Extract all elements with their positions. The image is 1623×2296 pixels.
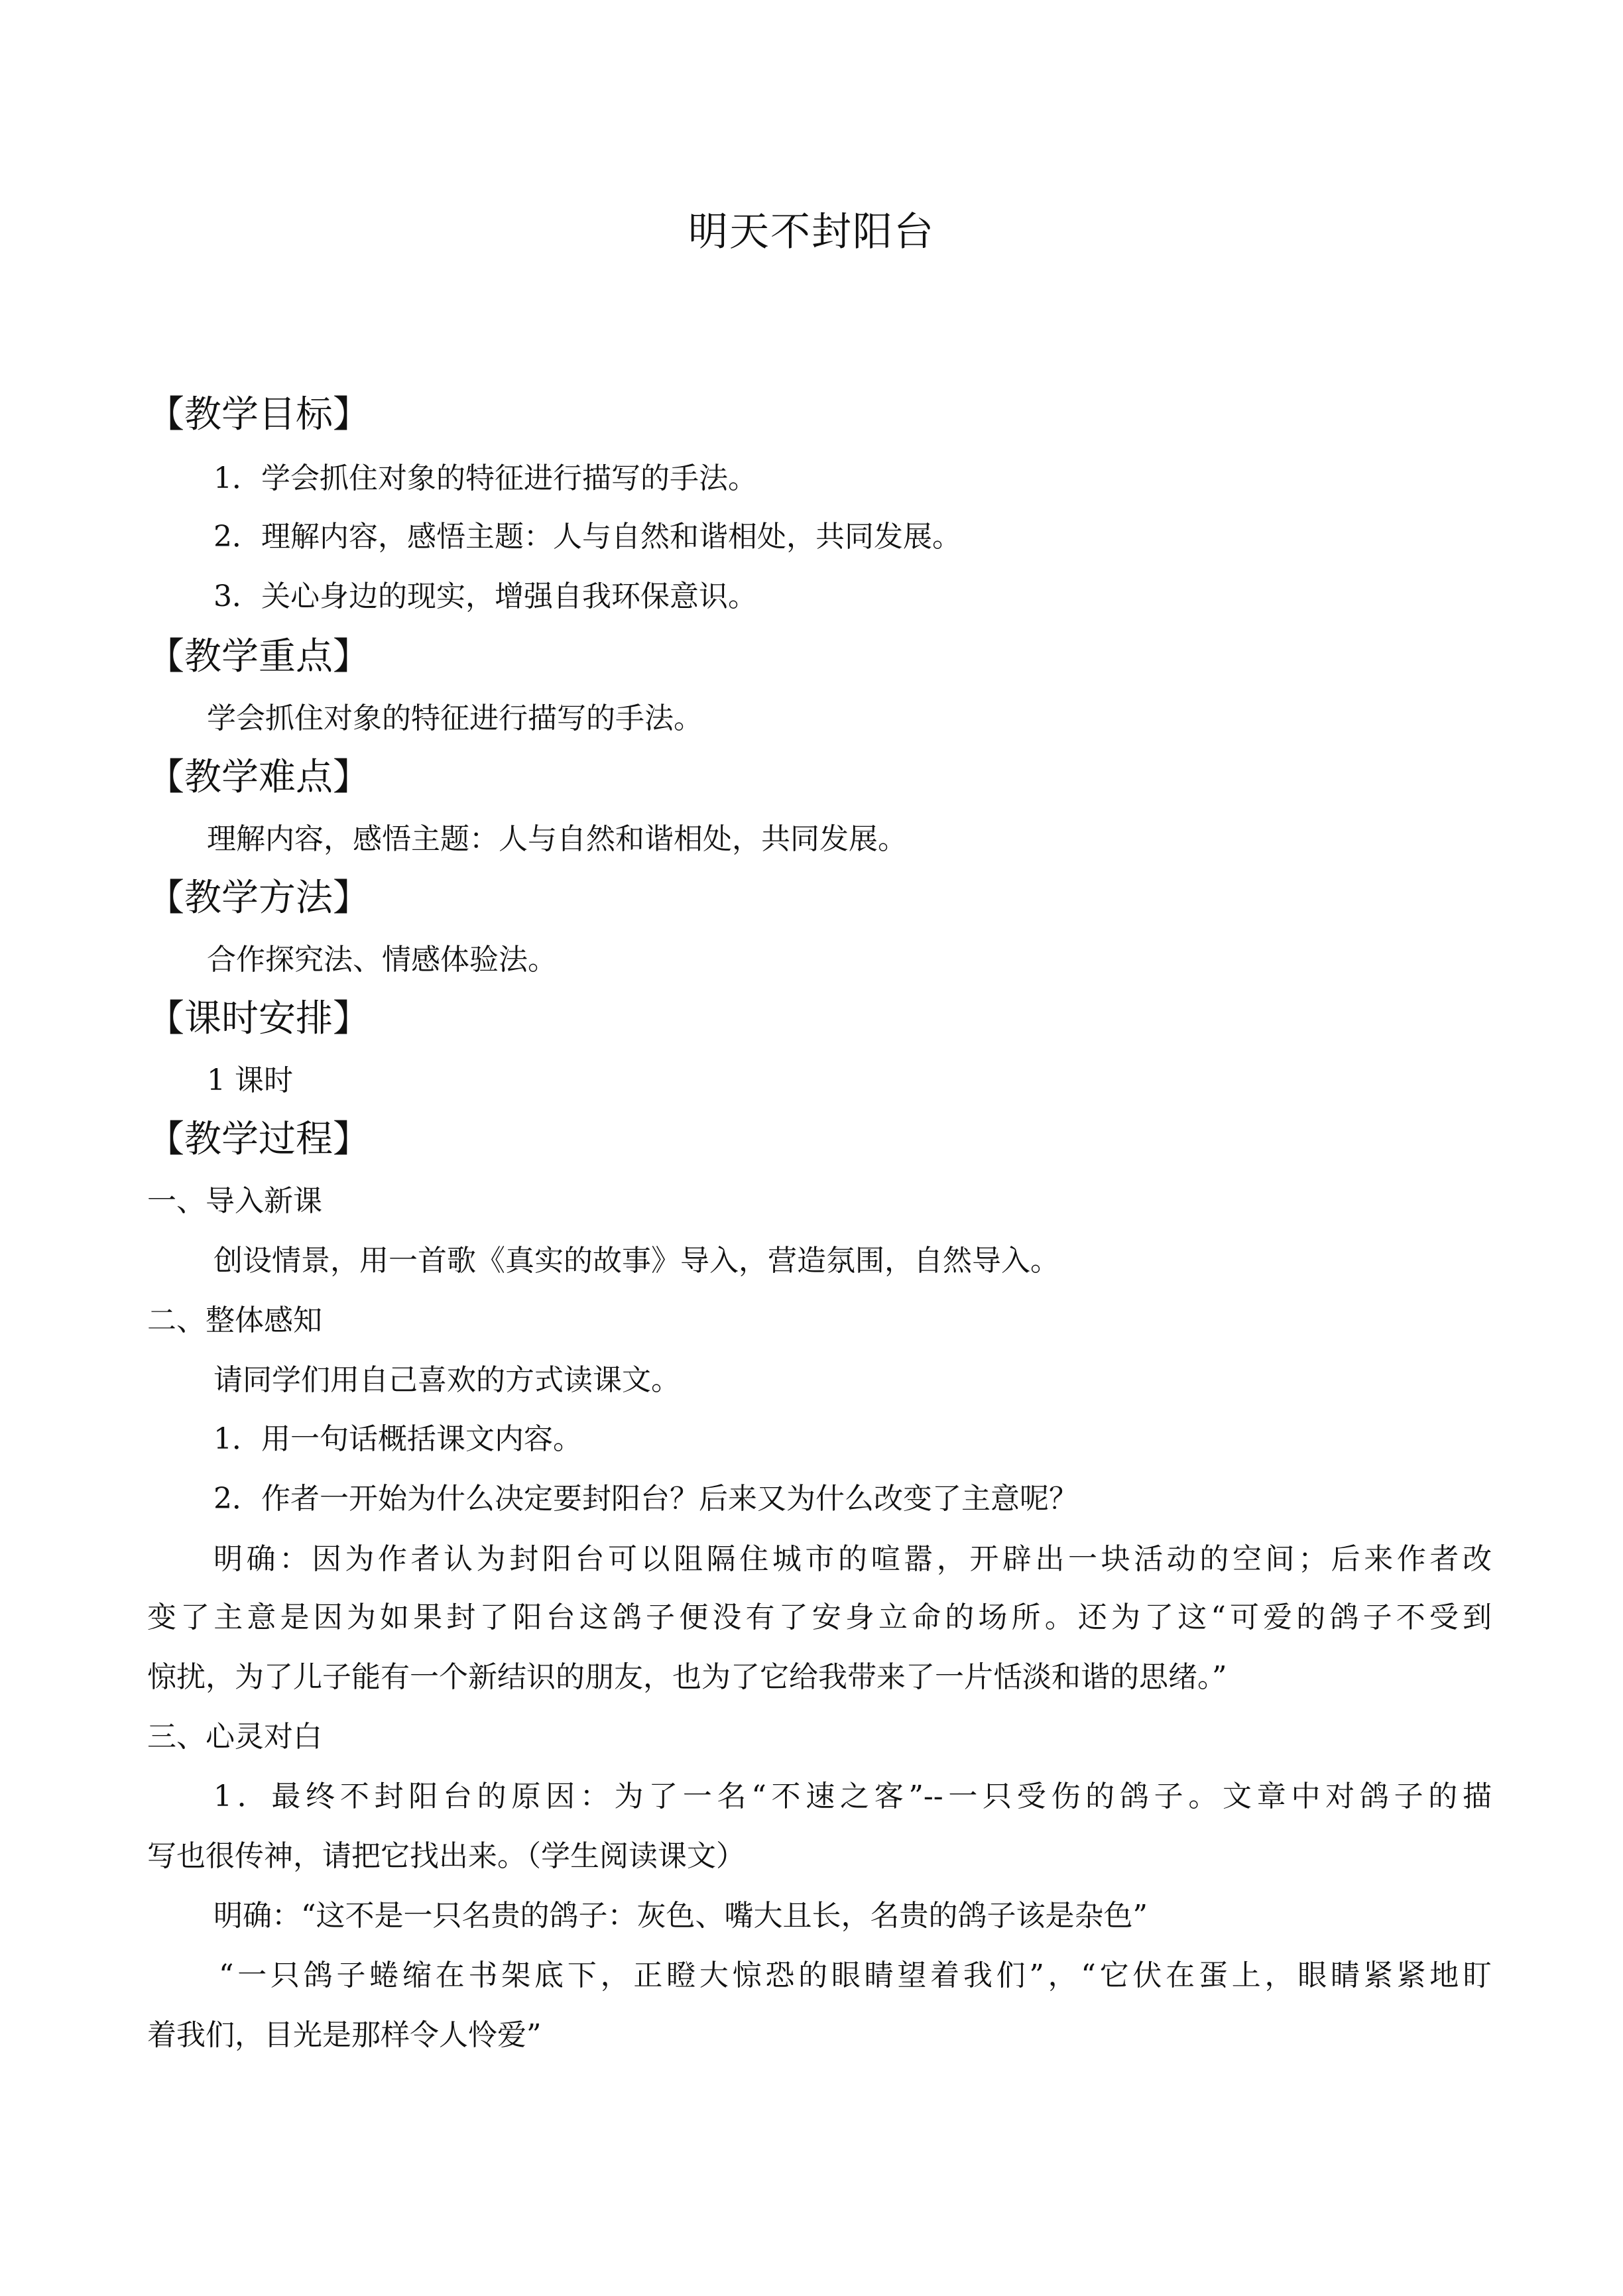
difficulties-text: 理解内容，感悟主题：人与自然和谐相处，共同发展。 [207,822,907,856]
heading-difficulties: 【教学难点】 [147,756,370,799]
paragraph-text: 创设情景，用一首歌《真实的故事》导入，营造氛围，自然导入。 [213,1244,1059,1278]
paragraph-text: 请同学们用自己喜欢的方式读课文。 [213,1363,680,1397]
question-text-line: 1．最终不封阳台的原因：为了一名“不速之客”--一只受伤的鸽子。文章中对鸽子的描 [213,1780,1492,1813]
heading-methods: 【教学方法】 [147,876,370,920]
answer-text-line: 惊扰，为了儿子能有一个新结识的朋友，也为了它给我带来了一片恬淡和谐的思绪。” [147,1660,1227,1694]
heading-key-points: 【教学重点】 [147,635,370,678]
question-text: 2．作者一开始为什么决定要封阳台？后来又为什么改变了主意呢？ [213,1482,1078,1516]
objective-item: 3．关心身边的现实，增强自我环保意识。 [213,579,757,613]
key-points-text: 学会抓住对象的特征进行描写的手法。 [207,701,703,735]
heading-schedule: 【课时安排】 [147,997,370,1040]
heading-objectives: 【教学目标】 [147,393,370,436]
objective-item: 1．学会抓住对象的特征进行描写的手法。 [213,461,757,495]
answer-text-line: 明确：“这不是一只名贵的鸽子：灰色、嘴大且长，名贵的鸽子该是杂色” [213,1899,1148,1933]
document-title: 明天不封阳台 [688,209,935,255]
answer-text-line: 着我们，目光是那样令人怜爱” [147,2018,542,2052]
process-part-title: 一、导入新课 [147,1184,322,1218]
schedule-text: 1 课时 [207,1063,293,1097]
answer-text-line: 变了主意是因为如果封了阳台这鸽子便没有了安身立命的场所。还为了这“可爱的鸽子不受到 [147,1601,1492,1634]
process-part-title: 二、整体感知 [147,1303,322,1337]
heading-process: 【教学过程】 [147,1118,370,1161]
methods-text: 合作探究法、情感体验法。 [207,943,557,977]
process-part-title: 三、心灵对白 [147,1720,322,1754]
objective-item: 2．理解内容，感悟主题：人与自然和谐相处，共同发展。 [213,520,961,554]
question-text: 1．用一句话概括课文内容。 [213,1422,582,1456]
answer-text-line: 明确：因为作者认为封阳台可以阻隔住城市的喧嚣，开辟出一块活动的空间；后来作者改 [213,1542,1492,1576]
question-text-line: 写也很传神，请把它找出来。（学生阅读课文） [147,1839,745,1873]
answer-text-line: “一只鸽子蜷缩在书架底下，正瞪大惊恐的眼睛望着我们”，“它伏在蛋上，眼睛紧紧地盯 [219,1959,1492,1992]
